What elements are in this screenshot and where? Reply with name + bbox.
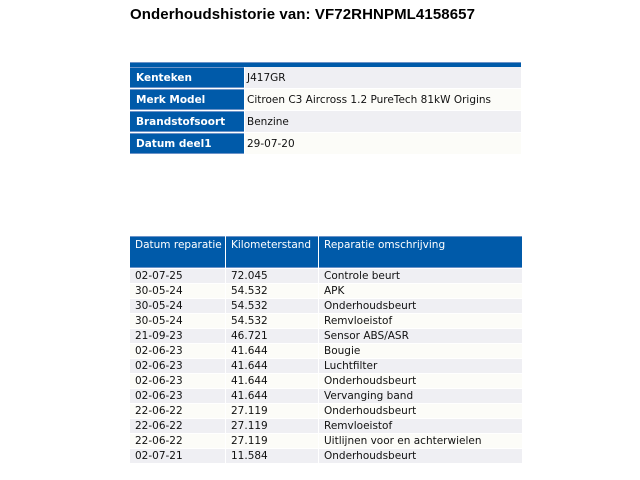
cell-reparatie-omschrijving: Controle beurt: [319, 269, 522, 283]
cell-kilometerstand: 11.584: [226, 449, 318, 463]
vehicle-info-grid: [129, 66, 522, 155]
cell-datum-reparatie: 21-09-23: [130, 329, 225, 343]
vehicle-info-label: Brandstofsoort: [130, 111, 244, 132]
cell-datum-reparatie: 02-06-23: [130, 374, 225, 388]
vehicle-info-row: [130, 133, 521, 154]
vehicle-info-label: Merk Model: [130, 89, 244, 110]
cell-datum-reparatie: 22-06-22: [130, 434, 225, 448]
vehicle-info-value: Citroen C3 Aircross 1.2 PureTech 81kW Origins: [245, 89, 521, 110]
column-header-kilometerstand: Kilometerstand: [226, 236, 318, 268]
cell-kilometerstand: 41.644: [226, 344, 318, 358]
cell-datum-reparatie: 30-05-24: [130, 284, 225, 298]
cell-datum-reparatie: 02-06-23: [130, 389, 225, 403]
repair-history-row: [130, 344, 522, 358]
vehicle-info-label: Kenteken: [130, 67, 244, 88]
repair-history-row: [130, 359, 522, 373]
repair-history-row: [130, 404, 522, 418]
repair-history-row: [130, 434, 522, 448]
repair-history-row: [130, 269, 522, 283]
cell-reparatie-omschrijving: Onderhoudsbeurt: [319, 299, 522, 313]
page-title: Onderhoudshistorie van: VF72RHNPML4158657: [130, 6, 476, 23]
cell-datum-reparatie: 02-06-23: [130, 359, 225, 373]
repair-history-grid: [129, 235, 523, 464]
cell-kilometerstand: 27.119: [226, 404, 318, 418]
repair-history-row: [130, 314, 522, 328]
vehicle-info-value: J417GR: [245, 67, 521, 88]
repair-history-body: [130, 269, 522, 463]
cell-reparatie-omschrijving: Remvloeistof: [319, 419, 522, 433]
cell-kilometerstand: 54.532: [226, 314, 318, 328]
cell-reparatie-omschrijving: Onderhoudsbeurt: [319, 374, 522, 388]
repair-history-row: [130, 389, 522, 403]
cell-reparatie-omschrijving: Sensor ABS/ASR: [319, 329, 522, 343]
cell-reparatie-omschrijving: Remvloeistof: [319, 314, 522, 328]
cell-kilometerstand: 41.644: [226, 374, 318, 388]
cell-kilometerstand: 72.045: [226, 269, 318, 283]
column-header-datum-reparatie: Datum reparatie: [130, 236, 225, 268]
repair-history-row: [130, 449, 522, 463]
cell-kilometerstand: 54.532: [226, 299, 318, 313]
vehicle-info-value: 29-07-20: [245, 133, 521, 154]
cell-datum-reparatie: 30-05-24: [130, 299, 225, 313]
cell-reparatie-omschrijving: Uitlijnen voor en achterwielen: [319, 434, 522, 448]
cell-datum-reparatie: 22-06-22: [130, 419, 225, 433]
cell-datum-reparatie: 02-07-21: [130, 449, 225, 463]
cell-datum-reparatie: 02-06-23: [130, 344, 225, 358]
cell-reparatie-omschrijving: Luchtfilter: [319, 359, 522, 373]
repair-history-row: [130, 284, 522, 298]
cell-kilometerstand: 46.721: [226, 329, 318, 343]
repair-history-row: [130, 374, 522, 388]
repair-history-row: [130, 299, 522, 313]
repair-history-header-row: [130, 236, 522, 268]
cell-datum-reparatie: 22-06-22: [130, 404, 225, 418]
vehicle-info-row: [130, 89, 521, 110]
repair-history-row: [130, 329, 522, 343]
repair-history-row: [130, 419, 522, 433]
cell-datum-reparatie: 02-07-25: [130, 269, 225, 283]
vehicle-info-value: Benzine: [245, 111, 521, 132]
cell-reparatie-omschrijving: Vervanging band: [319, 389, 522, 403]
cell-reparatie-omschrijving: APK: [319, 284, 522, 298]
vehicle-info-row: [130, 67, 521, 88]
repair-history-table: [130, 236, 522, 464]
cell-reparatie-omschrijving: Bougie: [319, 344, 522, 358]
cell-kilometerstand: 41.644: [226, 389, 318, 403]
cell-kilometerstand: 27.119: [226, 434, 318, 448]
column-header-reparatie-omschrijving: Reparatie omschrijving: [319, 236, 522, 268]
cell-datum-reparatie: 30-05-24: [130, 314, 225, 328]
vehicle-info-body: [130, 67, 521, 154]
vehicle-info-row: [130, 111, 521, 132]
vehicle-info-table: [130, 62, 521, 155]
cell-reparatie-omschrijving: Onderhoudsbeurt: [319, 404, 522, 418]
cell-kilometerstand: 27.119: [226, 419, 318, 433]
cell-kilometerstand: 41.644: [226, 359, 318, 373]
cell-reparatie-omschrijving: Onderhoudsbeurt: [319, 449, 522, 463]
vehicle-info-label: Datum deel1: [130, 133, 244, 154]
cell-kilometerstand: 54.532: [226, 284, 318, 298]
